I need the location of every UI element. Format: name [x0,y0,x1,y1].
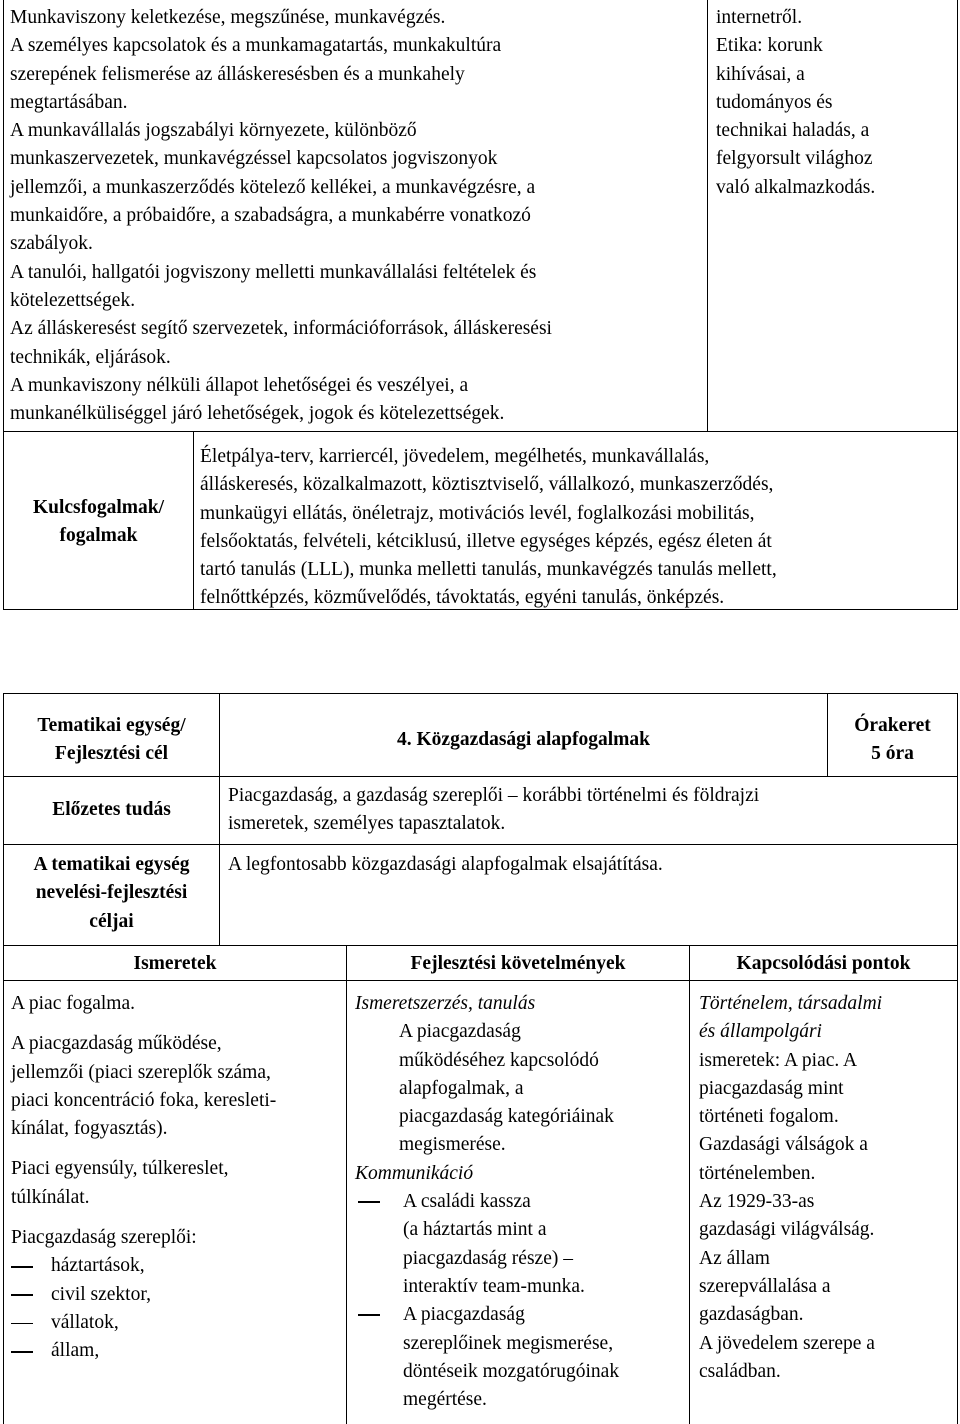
text-line: munkanélküliséggel járó lehetőségek, jogok és kötelezettségek. [10,403,505,425]
list-item-text: háztartások, [51,1255,145,1277]
text-line: Az álláskeresést segítő szervezetek, információforrások, álláskeresési [10,318,552,340]
border-right [957,693,958,1424]
text-line: munkaidőre, a próbaidőre, a szabadságra, a munkabérre vonatkozó [10,205,531,227]
border-row2 [3,844,958,845]
col-header-fejlesztesi: Fejlesztési követelmények [410,953,626,974]
text-line: szereplőinek megismerése, [403,1332,614,1354]
border-row1 [3,776,958,777]
text-line: gazdasági világválság. [699,1219,875,1241]
text-line: álláskeresés, közalkalmazott, köztisztviselő, vállalkozó, munkaszerződés, [200,474,774,496]
prior-knowledge-label: Előzetes tudás [52,799,171,820]
text-line: A jövedelem szerepe a [699,1332,875,1354]
col2-item1 [355,1188,687,1301]
text-line: Életpálya-terv, karriercél, jövedelem, megélhetés, munkavállalás, [200,446,710,467]
text-line: megismerése. [399,1134,506,1156]
text-line: Etika: korunk [716,35,823,57]
list-item-text: civil szektor, [51,1283,151,1305]
text-line: felsőoktatás, felvételi, kétciklusú, illetve egységes képzés, egész életen át [200,530,772,552]
text-line: Gazdasági válságok a [699,1134,868,1156]
text-line: családban. [699,1360,781,1382]
list-item [11,1252,345,1280]
label-line: nevelési-fejlesztési [35,882,188,904]
text-line: (a háztartás mint a [403,1219,547,1241]
text-line: kötelezettségek. [10,289,136,311]
border-col2 [346,945,347,1424]
text-line: piacgazdaság mint [699,1077,844,1099]
text-line: A tanulói, hallgatói jogviszony melletti munkavállalási feltételek és [10,261,537,283]
dash-bullet [358,1314,380,1316]
border-row [3,431,958,432]
text-line: A családi kassza [403,1191,531,1213]
list-item [11,1337,345,1365]
text-line: felgyorsult világhoz [716,148,873,170]
text-line: való alkalmazkodás. [716,176,876,198]
hours-value: 5 óra [871,743,914,765]
kulcsfogalmak-content [200,443,955,613]
col-header-kapcsolodasi: Kapcsolódási pontok [736,953,911,974]
text-line: döntéseik mozgatórugóinak [403,1360,620,1382]
text-line: történelemben. [699,1162,816,1184]
section-heading: Ismeretszerzés, tanulás [355,993,536,1014]
text-line: kihívásai, a [716,63,805,85]
text-line: jellemzői (piaci szereplők száma, [11,1061,271,1083]
text-line: túlkínálat. [11,1186,90,1208]
text-line: Az 1929-33-as [699,1191,815,1213]
text-line: tudományos és [716,91,833,113]
text-line: piacgazdaság kategóriáinak [399,1106,614,1128]
text-line: Piacgazdaság, a gazdaság szereplői – korábbi történelmi és földrajzi [228,785,760,806]
border-top [3,693,958,694]
text-line: A személyes kapcsolatok és a munkamagatartás, munkakultúra [10,35,502,57]
border-col3 [689,945,690,1424]
text-line: technikák, eljárások. [10,346,171,368]
label-line: A tematikai egység [33,854,190,875]
text-line: felnőttképzés, közművelődés, távoktatás, egyéni tanulás, önképzés. [200,587,725,609]
dash-bullet [11,1266,33,1268]
list-item [11,1281,345,1309]
unit-label [4,712,219,769]
text-line: ismeretek: A piac. A [699,1049,858,1071]
text-line: és állampolgári [699,1021,822,1043]
text-line: A piacgazdaság [403,1304,525,1326]
text-line: munkaügyi ellátás, önéletrajz, motivációs levél, foglalkozási mobilitás, [200,502,755,524]
section-heading: Kommunikáció [355,1162,474,1184]
label-line: fogalmak [59,525,138,547]
text-line: A munkaviszony nélküli állapot lehetőségei és veszélyei, a [10,374,469,396]
text-line: Piaci egyensúly, túlkereslet, [11,1158,229,1180]
text-line: A piac fogalma. [11,993,135,1014]
text-line: gazdaságban. [699,1304,804,1326]
text-line: munkaszervezetek, munkavégzéssel kapcsolatos jogviszonyok [10,148,498,170]
text-line: Történelem, társadalmi [699,993,883,1014]
col1-content [11,990,345,1366]
kulcsfogalmak-label [4,494,193,551]
text-line: Piacgazdaság szereplői: [11,1227,197,1249]
text-line: A munkavállalás jogszabályi környezete, különböző [10,120,417,142]
text-line: jellemzői, a munkaszerződés kötelező kellékei, a munkavégzésre, a [10,176,536,198]
text-line: A piacgazdaság működése, [11,1033,222,1055]
label-line: Kulcsfogalmak/ [32,497,165,518]
dash-bullet [11,1323,33,1325]
text-line: interaktív team-munka. [403,1275,585,1297]
text-line: technikai haladás, a [716,120,870,142]
text-line: tartó tanulás (LLL), munka melletti tanulás, munkavégzés tanulás mellett, [200,559,777,581]
top-right-content [716,4,956,202]
text-line: A piacgazdaság [399,1021,521,1043]
text-line: internetről. [716,7,803,28]
label-line: Fejlesztési cél [54,743,169,765]
text-line: alapfogalmak, a [399,1077,524,1099]
prior-knowledge-text [228,782,953,839]
hours-cell [828,712,957,769]
list-item [11,1309,345,1337]
list-item-text: állam, [51,1340,100,1362]
text-line: szerepének felismerése az álláskeresésben és a munkahely [10,63,465,85]
text-line: piacgazdaság része) – [403,1247,573,1269]
col2-content [355,990,687,1414]
text-line: működéséhez kapcsolódó [399,1049,599,1071]
goals-label [4,851,219,936]
border-row3 [3,945,958,946]
text-line: Munkaviszony keletkezése, megszűnése, munkavégzés. [10,7,446,28]
text-line: ismeretek, személyes tapasztalatok. [228,813,506,835]
text-line: kínálat, fogyasztás). [11,1118,168,1140]
border-mid [707,0,708,432]
text-line: Az állam [699,1247,770,1269]
unit-title: 4. Közgazdasági alapfogalmak [397,729,650,750]
border-row4 [3,980,958,981]
top-left-content [10,4,705,428]
text-line: történeti fogalom. [699,1106,839,1128]
text-line: szabályok. [10,233,93,255]
text-line: megtartásában. [10,91,128,113]
border-label [193,431,194,610]
col2-block1 [355,1018,687,1159]
text-line: piaci koncentráció foka, keresleti- [11,1089,277,1111]
label-line: Tematikai egység/ [37,715,186,736]
dash-bullet [11,1294,33,1296]
list-item-text: vállatok, [51,1311,119,1333]
col3-content [699,990,955,1386]
col-header-ismeretek: Ismeretek [133,953,217,974]
dash-bullet [11,1351,33,1353]
col2-item2 [355,1301,687,1414]
label-line: céljai [89,910,134,932]
goals-text: A legfontosabb közgazdasági alapfogalmak elsajátítása. [228,854,663,875]
border-right [957,0,958,610]
text-line: megértése. [403,1389,487,1411]
dash-bullet [358,1201,380,1203]
hours-label: Órakeret [854,715,931,736]
text-line: szerepvállalása a [699,1275,831,1297]
